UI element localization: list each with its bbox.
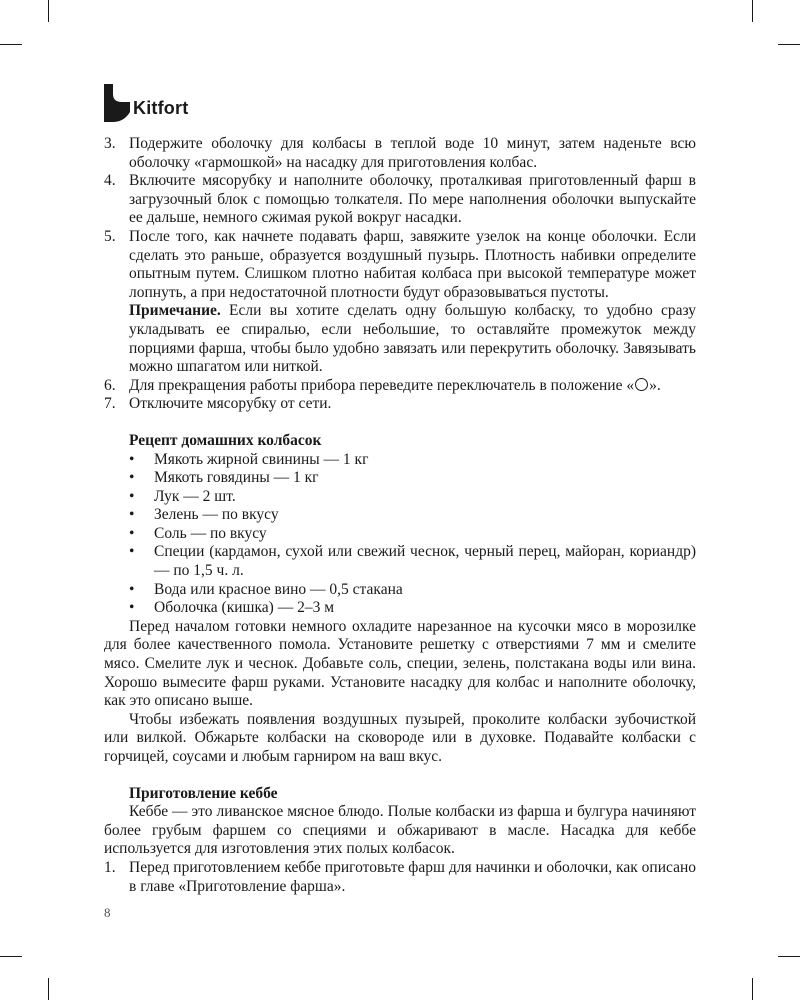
list-item xyxy=(104,228,696,302)
bullet-icon: • xyxy=(129,580,135,598)
page-number: 8 xyxy=(104,905,111,920)
bullet-icon: • xyxy=(129,524,135,542)
off-circle-icon xyxy=(635,378,648,391)
kebbe-heading: Приготовление кеббе xyxy=(129,784,278,802)
note-paragraph xyxy=(104,302,696,376)
item-number: 3. xyxy=(104,135,116,152)
ingredient-item xyxy=(104,469,696,488)
recipe-paragraph: Чтобы избежать появления воздушных пузырей, проколите колбаски зубочисткой или вилкой. Обжарьте колбаски на сковороде или в духовке. Подавайте колбаски с горчицей, соусами и любым гарниром на ваш вкус. xyxy=(104,710,696,765)
brand-name: Kitfort xyxy=(133,98,189,118)
ingredient-text: Оболочка (кишка) — 2–3 м xyxy=(154,599,334,617)
brand-logo xyxy=(104,84,188,122)
ingredient-text: Соль — по вкусу xyxy=(154,524,267,542)
item-text: Для прекращения работы прибора переведите переключатель в положение « xyxy=(129,376,635,394)
item-number: 7. xyxy=(104,395,116,413)
crop-mark xyxy=(0,44,22,45)
list-item xyxy=(104,395,696,414)
item-text-end: ». xyxy=(649,376,661,394)
crop-mark xyxy=(778,956,800,957)
crop-mark xyxy=(752,978,753,1000)
crop-mark xyxy=(778,44,800,45)
crop-mark xyxy=(752,0,753,22)
page-content xyxy=(104,135,696,896)
list-item xyxy=(104,377,696,396)
item-text: Отключите мясорубку от сети. xyxy=(129,395,332,413)
bullet-icon: • xyxy=(129,469,135,487)
item-text: Включите мясорубку и наполните оболочку, проталкивая приготовленный фарш в загрузочный блок с помощью толкателя. По мере наполнения оболочки выпускайте ее дальше, немного сжимая рукой вокруг насадки. xyxy=(129,172,696,227)
item-number: 6. xyxy=(104,376,116,394)
item-number: 1. xyxy=(104,858,116,876)
ingredient-item xyxy=(104,543,696,580)
list-item xyxy=(104,172,696,228)
ingredient-text: Вода или красное вино — 0,5 стакана xyxy=(154,580,403,598)
list-item xyxy=(104,135,696,172)
bullet-icon: • xyxy=(129,506,135,524)
ingredient-text: Специи (кардамон, сухой или свежий чеснок, черный перец, майоран, кориандр) — по 1,5 ч. л. xyxy=(154,543,696,580)
bullet-icon: • xyxy=(129,487,135,505)
ingredient-item xyxy=(104,506,696,525)
ingredient-text: Мякоть говядины — 1 кг xyxy=(154,469,319,487)
bullet-icon: • xyxy=(129,543,135,561)
item-text: Перед приготовлением кеббе приготовьте фарш для начинки и оболочки, как описано в главе «Приготовление фарша». xyxy=(129,858,696,895)
recipe-heading: Рецепт домашних колбасок xyxy=(129,431,322,449)
item-text: После того, как начнете подавать фарш, завяжите узелок на конце оболочки. Если сделать это раньше, образуется воздушный пузырь. Плотность набивки определите опытным путем. Слишком плотно набитая колбаса при высокой температуре может лопнуть, а при недостаточной плотности будут образовываться пустоты. xyxy=(129,227,696,301)
bullet-icon: • xyxy=(129,599,135,617)
recipe-paragraph: Перед началом готовки немного охладите нарезанное на кусочки мясо в морозилке для более качественного помола. Установите решетку с отверстиями 7 мм и смелите мясо. Смелите лук и чеснок. Добавьте соль, специи, зелень, полстакана воды или вина. Хорошо вымесите фарш руками. Установите насадку для колбас и наполните оболочку, как это описано выше. xyxy=(104,617,696,710)
crop-mark xyxy=(0,956,22,957)
ingredient-item xyxy=(104,599,696,618)
crop-mark xyxy=(48,978,49,1000)
note-label: Примечание. xyxy=(129,302,221,320)
ingredient-text: Зелень — по вкусу xyxy=(154,506,279,524)
kebbe-intro: Кеббе — это ливанское мясное блюдо. Полые колбаски из фарша и булгура начиняют более грубым фаршем со специями и обжаривают в масле. Насадка для кеббе используется для изготовления этих полых колбасок. xyxy=(104,803,696,858)
ingredient-item xyxy=(104,525,696,544)
ingredient-item xyxy=(104,581,696,600)
list-item xyxy=(104,859,696,896)
ingredient-text: Мякоть жирной свинины — 1 кг xyxy=(154,450,369,468)
kitfort-mark-icon xyxy=(104,84,130,122)
ingredient-item xyxy=(104,488,696,507)
item-text: Подержите оболочку для колбасы в теплой воде 10 минут, затем наденьте всю оболочку «гармошкой» на насадку для приготовления колбас. xyxy=(129,135,696,171)
note-text: Если вы хотите сделать одну большую колбаску, то удобно сразу укладывать ее спиралью, если небольшие, то оставляйте промежуток между порциями фарша, чтобы было удобно завязать или перекрутить оболочку. Завязывать можно шпагатом или ниткой. xyxy=(129,302,696,376)
ingredient-text: Лук — 2 шт. xyxy=(154,487,236,505)
ingredient-item xyxy=(104,451,696,470)
crop-mark xyxy=(48,0,49,22)
bullet-icon: • xyxy=(129,450,135,468)
item-number: 4. xyxy=(104,172,116,190)
item-number: 5. xyxy=(104,227,116,245)
